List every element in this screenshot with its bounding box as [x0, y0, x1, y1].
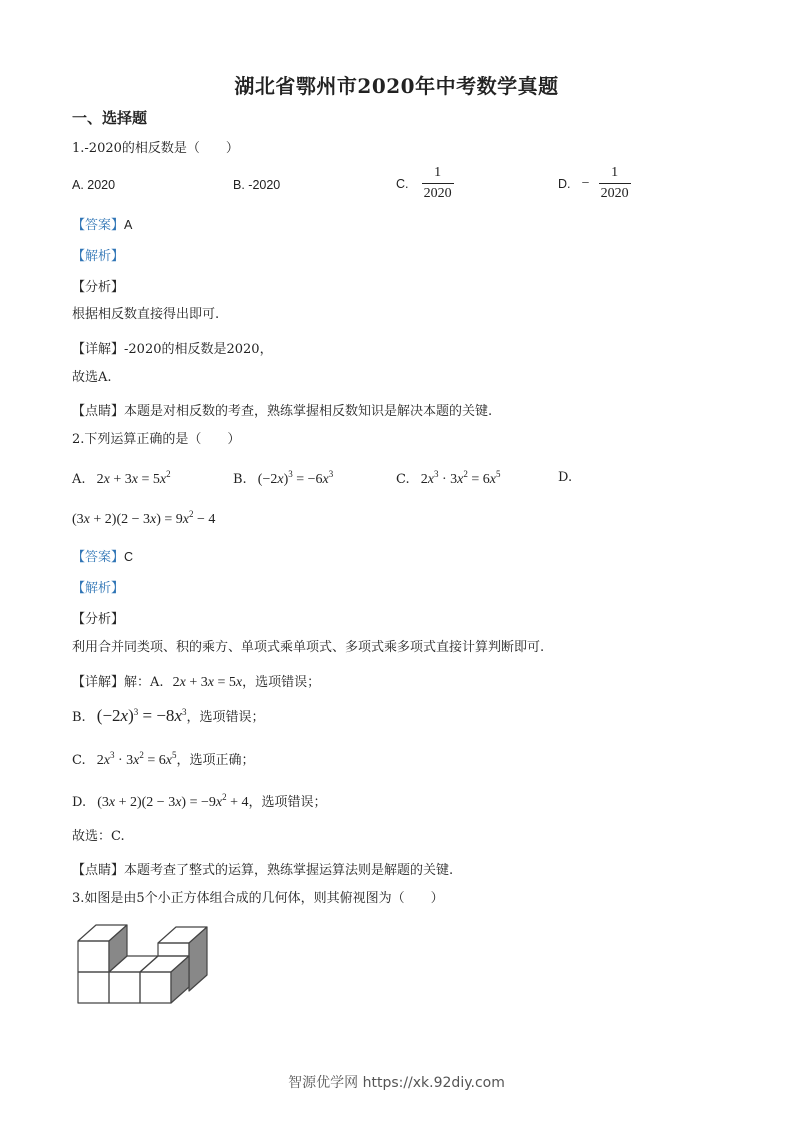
q1-option-d — [558, 165, 631, 202]
q1-conclusion: 故选A. — [72, 370, 112, 385]
q2-answer-value: C — [124, 550, 134, 564]
q2-conclusion: 故选：C. — [72, 829, 125, 844]
q1-xiangjie — [72, 338, 273, 359]
q1-answer-value: A — [124, 218, 133, 232]
q1-dianjing — [72, 400, 492, 421]
q2-xiangjie-d-verdict: ，选项错误； — [248, 795, 327, 810]
q2-option-a-label: A. — [72, 472, 86, 487]
q2-xiangjie-c — [72, 749, 254, 770]
q1-option-a: A. 2020 — [72, 178, 116, 192]
q1-option-c-fraction — [422, 165, 454, 202]
q2-xiangjie-b-verdict: ，选项错误； — [186, 710, 265, 725]
cube-side-face — [109, 925, 127, 972]
q2-answer-tag: 【答案】 — [72, 550, 125, 565]
q2-option-c — [396, 468, 500, 489]
q1-answer — [72, 214, 132, 233]
q2-xiangjie-a-formula: 2x + 3x = 5x — [172, 675, 243, 690]
q2-xiangjie-a-verdict: ，选项错误； — [242, 675, 321, 690]
q2-xiangjie-d — [72, 791, 327, 812]
q2-option-c-formula: $2x^3 \cdot 3x^2 = 6x^5$ — [420, 469, 501, 487]
q2-option-b-formula: $(-2x)^3 = -6x^3$ — [257, 469, 334, 487]
q2-fenxi-text: 利用合并同类项、积的乘方、单项式乘单项式、多项式乘多项式直接计算判断即可. — [72, 640, 545, 655]
q1-dianjing-tag: 【点睛】 — [72, 404, 125, 419]
q1-fenxi-text: 根据相反数直接得出即可. — [72, 307, 220, 322]
q1-stem: 1.-2020的相反数是（ ） — [72, 141, 239, 156]
q2-option-a-formula: $2x + 3x = 5x^2$ — [96, 469, 171, 487]
q1-xiangjie-tag: 【详解】 — [72, 342, 125, 357]
q2-xiangjie-c-verdict: ，选项正确； — [176, 753, 255, 768]
q1-option-d-denominator: 2020 — [599, 183, 631, 202]
q2-xiangjie-a — [72, 671, 320, 692]
q2-xiangjie-c-formula: $2x^3 \cdot 3x^2 = 6x^5$ — [96, 750, 177, 768]
q2-xiangjie-b-formula: $(-2x)^3 = -8x^3$ — [96, 706, 187, 725]
q2-option-b-label: B. — [233, 472, 247, 487]
q2-answer — [72, 546, 133, 565]
q1-dianjing-text: 本题是对相反数的考查，熟练掌握相反数知识是解决本题的关键. — [124, 404, 493, 419]
cube-side-face — [171, 956, 189, 1003]
cube-front-face — [109, 972, 140, 1003]
q2-option-d-label: D. — [558, 470, 573, 485]
q2-xiangjie-b — [72, 706, 265, 727]
cube-front-face — [78, 972, 109, 1003]
q2-xiangjie-b-label: B. — [72, 710, 86, 725]
q2-jiexi-tag: 【解析】 — [72, 581, 125, 596]
q1-fenxi-tag: 【分析】 — [72, 280, 125, 295]
cube-front-face — [78, 941, 109, 972]
cube-side-face — [189, 927, 207, 991]
q1-jiexi-tag: 【解析】 — [72, 249, 125, 264]
q2-option-b — [233, 468, 333, 489]
q1-option-c-numerator: 1 — [434, 165, 442, 180]
q3-cube-figure — [74, 922, 216, 1008]
q1-option-c-denominator: 2020 — [422, 183, 454, 202]
q2-option-d-formula: $(3x + 2)(2 - 3x) = 9x^2 - 4$ — [72, 509, 216, 527]
q2-xiangjie-prefix: 解：A. — [124, 675, 164, 690]
q1-option-c-label: C. — [396, 177, 409, 191]
q2-fenxi-tag: 【分析】 — [72, 612, 125, 627]
q3-stem: 3.如图是由5个小正方体组合成的几何体，则其俯视图为（ ） — [72, 891, 444, 906]
q2-dianjing-text: 本题考查了整式的运算，熟练掌握运算法则是解题的关键. — [124, 863, 454, 878]
q1-option-d-sign: − — [581, 175, 590, 191]
page-title: 湖北省鄂州市2020年中考数学真题 — [234, 74, 559, 98]
q2-option-c-label: C. — [396, 472, 410, 487]
q1-option-b: B. -2020 — [233, 178, 281, 192]
q2-dianjing-tag: 【点睛】 — [72, 863, 125, 878]
q2-dianjing — [72, 859, 453, 880]
q1-option-d-label: D. — [558, 177, 571, 191]
q2-xiangjie-tag: 【详解】 — [72, 675, 125, 690]
q2-option-a — [72, 468, 171, 489]
footer-watermark: 智源优学网 https://xk.92diy.com — [288, 1075, 505, 1091]
q1-option-d-fraction — [599, 165, 631, 202]
cube-front-face — [140, 972, 171, 1003]
section-heading: 一、选择题 — [72, 109, 148, 127]
q1-xiangjie-text: -2020的相反数是2020， — [124, 342, 273, 357]
q2-xiangjie-d-formula: $(3x + 2)(2 - 3x) = -9x^2 + 4$ — [97, 792, 249, 810]
q2-xiangjie-c-label: C. — [72, 753, 86, 768]
q2-xiangjie-d-label: D. — [72, 795, 87, 810]
q1-option-d-numerator: 1 — [611, 165, 619, 180]
q1-answer-tag: 【答案】 — [72, 218, 125, 233]
q2-stem: 2.下列运算正确的是（ ） — [72, 432, 241, 447]
cube-front-face — [158, 943, 189, 956]
q1-option-c — [396, 165, 454, 202]
